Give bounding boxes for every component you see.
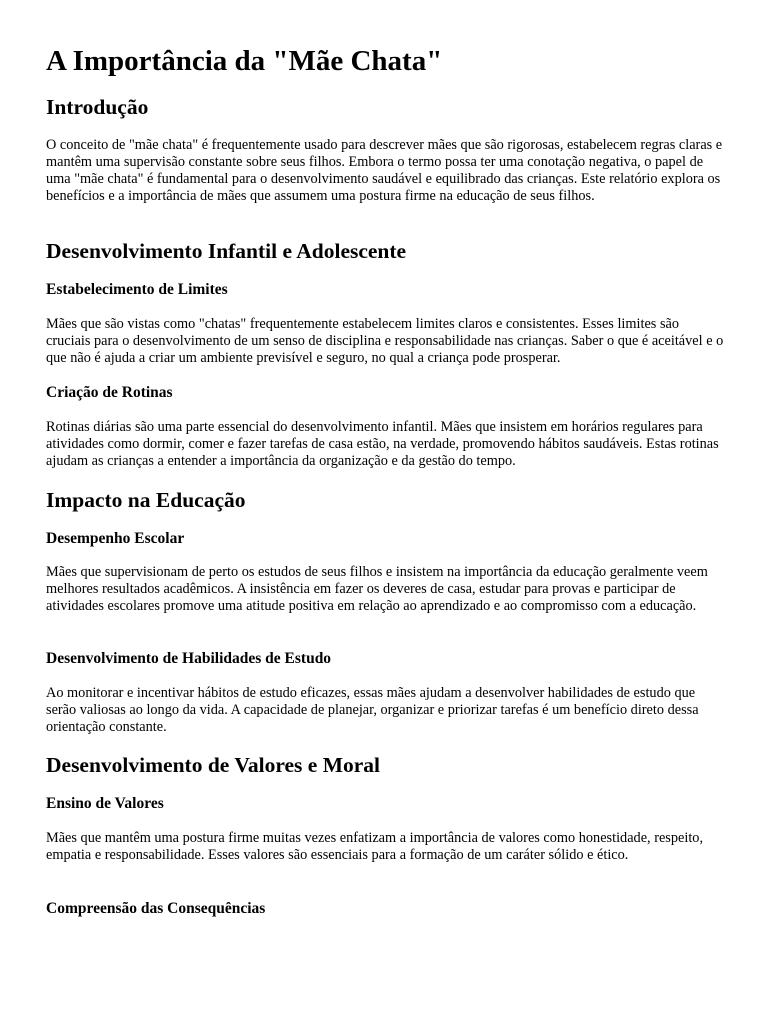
subsection-heading-habilidades-estudo: Desenvolvimento de Habilidades de Estudo xyxy=(46,650,332,667)
subsection-heading-estabelecimento-limites: Estabelecimento de Limites xyxy=(46,281,228,298)
subsection-paragraph-estabelecimento-limites: Mães que são vistas como "chatas" frequentemente estabelecem limites claros e consistentes. Esses limites são cruciais para o desenvolvimento de um senso de disciplina e responsabilidade nas crianças. Saber o que é aceitável e o que não é ajuda a criar um ambiente previsível e seguro, no qual a criança pode prosperar. xyxy=(46,316,724,366)
section-paragraph-introducao: O conceito de "mãe chata" é frequentemente usado para descrever mães que são rigorosas, estabelecem regras claras e mantêm uma supervisão constante sobre seus filhos. Embora o termo possa ter uma conotação negativa, o papel de uma "mãe chata" é fundamental para o desenvolvimento saudável e equilibrado das crianças. Este relatório explora os benefícios e a importância de mães que assumem uma postura firme na educação de seus filhos. xyxy=(46,137,723,204)
subsection-paragraph-ensino-valores: Mães que mantêm uma postura firme muitas vezes enfatizam a importância de valores como honestidade, respeito, empatia e responsabilidade. Esses valores são essenciais para a formação de um caráter sólido e ético. xyxy=(46,830,704,863)
subsection-paragraph-criacao-rotinas: Rotinas diárias são uma parte essencial do desenvolvimento infantil. Mães que insistem em horários regulares para atividades como dormir, comer e fazer tarefas de casa estão, na verdade, promovendo hábitos saudáveis. Estas rotinas ajudam as crianças a entender a importância da organização e da gestão do tempo. xyxy=(46,419,719,469)
subsection-heading-criacao-rotinas: Criação de Rotinas xyxy=(46,384,173,401)
section-heading-valores-moral: Desenvolvimento de Valores e Moral xyxy=(46,753,381,777)
subsection-paragraph-desempenho-escolar: Mães que supervisionam de perto os estudos de seus filhos e insistem na importância da educação geralmente veem melhores resultados acadêmicos. A insistência em fazer os deveres de casa, estudar para provas e participar de atividades escolares promove uma atitude positiva em relação ao aprendizado e ao compromisso com a educação. xyxy=(46,564,708,614)
section-heading-introducao: Introdução xyxy=(46,95,149,119)
subsection-heading-desempenho-escolar: Desempenho Escolar xyxy=(46,530,185,547)
section-heading-desenvolvimento-infantil: Desenvolvimento Infantil e Adolescente xyxy=(46,239,407,263)
section-heading-impacto-educacao: Impacto na Educação xyxy=(46,488,246,512)
subsection-heading-ensino-valores: Ensino de Valores xyxy=(46,795,164,812)
subsection-paragraph-habilidades-estudo: Ao monitorar e incentivar hábitos de estudo eficazes, essas mães ajudam a desenvolver habilidades de estudo que serão valiosas ao longo da vida. A capacidade de planejar, organizar e priorizar tarefas é um benefício direto dessa orientação constante. xyxy=(46,685,699,735)
subsection-heading-compreensao-consequencias: Compreensão das Consequências xyxy=(46,900,266,917)
document-title: A Importância da "Mãe Chata" xyxy=(46,45,443,77)
